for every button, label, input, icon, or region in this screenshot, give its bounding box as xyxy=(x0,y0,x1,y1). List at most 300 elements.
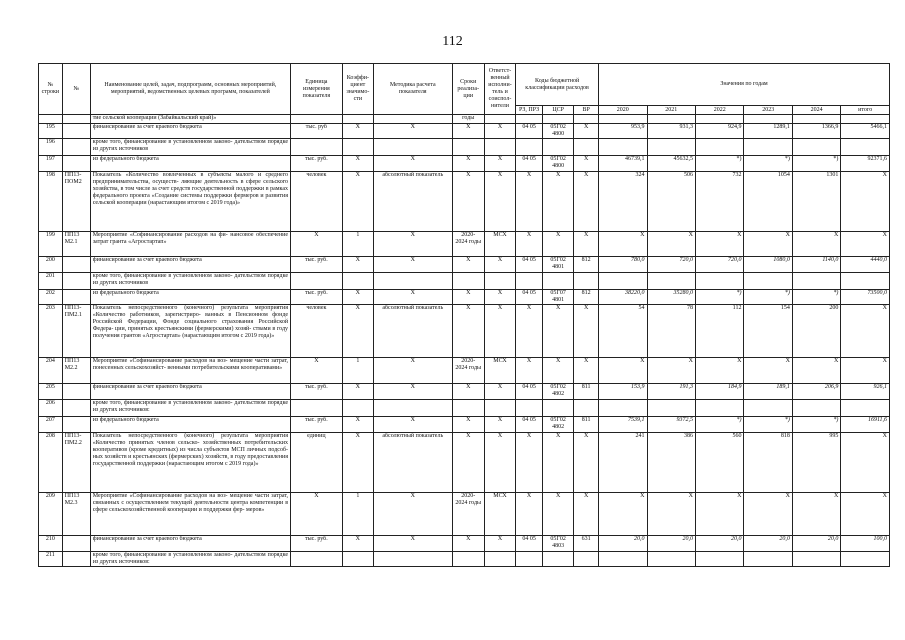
cell-vr: 811 xyxy=(574,417,599,433)
cell-name: финансирование за счет краевого бюджета xyxy=(90,124,290,139)
cell-year-2023 xyxy=(744,552,792,567)
cell-year-2022: 732 xyxy=(695,172,743,232)
cell-vr: 811 xyxy=(574,384,599,400)
cell-csr: X xyxy=(543,493,574,536)
cell-total: X xyxy=(841,305,890,358)
continuation-row xyxy=(39,115,890,124)
cell-year-2022: 924,9 xyxy=(695,124,743,139)
cell-year-2022: 112 xyxy=(695,305,743,358)
cell-year-2024: *) xyxy=(792,290,840,305)
table-row xyxy=(39,493,890,536)
cell-num: ПП13- ПОМ2 xyxy=(62,172,90,232)
cell-year-2020: 780,0 xyxy=(599,257,647,273)
cell-no: 198 xyxy=(39,172,63,232)
cell-rz: X xyxy=(516,172,543,232)
cell-year-2022: X xyxy=(695,493,743,536)
cell-coef xyxy=(342,400,373,417)
cell-method: X xyxy=(373,493,452,536)
cell-unit: тыс. руб xyxy=(291,124,343,139)
cell-year-2022: *) xyxy=(695,156,743,172)
cell-total xyxy=(841,400,890,417)
cell-total xyxy=(841,552,890,567)
cell-no: 210 xyxy=(39,536,63,552)
cell-total: 5466,1 xyxy=(841,124,890,139)
header-num: № xyxy=(62,64,90,115)
cell-coef xyxy=(342,552,373,567)
cell-vr xyxy=(574,552,599,567)
cell-num xyxy=(62,139,90,156)
cell-vr: X xyxy=(574,172,599,232)
cell-vr: X xyxy=(574,232,599,257)
cell-num xyxy=(62,384,90,400)
table-row xyxy=(39,552,890,567)
cell-num xyxy=(62,156,90,172)
cell-csr: 05Г02 4800 xyxy=(543,124,574,139)
cell-rz xyxy=(516,552,543,567)
header-budget-codes: Коды бюджетной классификации расходов xyxy=(516,64,599,106)
cell-total xyxy=(841,139,890,156)
cell-year-2021: X xyxy=(647,358,695,384)
cell-num: ПП13 М2.3 xyxy=(62,493,90,536)
cell-rz: X xyxy=(516,305,543,358)
cell-total: 926,1 xyxy=(841,384,890,400)
cell-vr: X xyxy=(574,493,599,536)
cell-term xyxy=(452,552,484,567)
cell-csr: X xyxy=(543,358,574,384)
cell-csr: X xyxy=(543,232,574,257)
cell-year-2021 xyxy=(647,552,695,567)
cell-name: из федерального бюджета xyxy=(90,156,290,172)
cell-method xyxy=(373,273,452,290)
cell-rz: 04 05 xyxy=(516,290,543,305)
cell-csr: 05Г02 4803 xyxy=(543,536,574,552)
header-rz: РЗ, ПРЗ xyxy=(516,106,543,115)
cell-unit: тыс. руб. xyxy=(291,156,343,172)
cell-num xyxy=(62,400,90,417)
cell-year-2022: 720,0 xyxy=(695,257,743,273)
cell-resp: X xyxy=(484,384,515,400)
cell-year-2022: *) xyxy=(695,290,743,305)
cell-year-2021: 191,3 xyxy=(647,384,695,400)
cell-no: 206 xyxy=(39,400,63,417)
cell-term: X xyxy=(452,433,484,493)
table-row xyxy=(39,139,890,156)
cell-year-2021: 35280,0 xyxy=(647,290,695,305)
cell-resp: X xyxy=(484,124,515,139)
cell-year-2020 xyxy=(599,139,647,156)
cell-no: 208 xyxy=(39,433,63,493)
cell-method: X xyxy=(373,358,452,384)
cell-year-2023: X xyxy=(744,493,792,536)
table-row xyxy=(39,433,890,493)
cell-total: 100,0 xyxy=(841,536,890,552)
cell-name: Мероприятие «Софинансирование расходов на фи- нансовое обеспечение затрат гранта «Агростартап» xyxy=(90,232,290,257)
cell-year-2020: 46739,1 xyxy=(599,156,647,172)
header-resp: Ответст- венный исполни- тель и соиспол- нители xyxy=(484,64,515,115)
cell-rz: 04 05 xyxy=(516,536,543,552)
cell-csr xyxy=(543,273,574,290)
cell-method: абсолютный показатель xyxy=(373,433,452,493)
cell-year-2020: X xyxy=(599,232,647,257)
header-name: Наименование целей, задач, подпрограмм, основных мероприятий, мероприятий, ведомственных целевых программ, показателей xyxy=(90,64,290,115)
cell-vr xyxy=(574,139,599,156)
cell-no: 199 xyxy=(39,232,63,257)
cell-rz: 04 05 xyxy=(516,417,543,433)
table-row xyxy=(39,172,890,232)
cell-vr: 812 xyxy=(574,257,599,273)
cell-year-2021 xyxy=(647,139,695,156)
cell-resp: X xyxy=(484,156,515,172)
cell-csr: 05Г02 4800 xyxy=(543,156,574,172)
cell-year-2024: 206,9 xyxy=(792,384,840,400)
cell-name: кроме того, финансирование в установленном законо- дательством порядке из других источников: xyxy=(90,400,290,417)
page-number: 112 xyxy=(442,34,463,49)
header-2024: 2024 xyxy=(792,106,840,115)
cell-term: X xyxy=(452,172,484,232)
table-row xyxy=(39,156,890,172)
cell-resp: X xyxy=(484,433,515,493)
cell-name: финансирование за счет краевого бюджета xyxy=(90,536,290,552)
cell-year-2021: X xyxy=(647,493,695,536)
cell-year-2023 xyxy=(744,400,792,417)
cell-year-2020: 20,0 xyxy=(599,536,647,552)
cell-name: кроме того, финансирование в установленном законо- дательством порядке из других источников xyxy=(90,139,290,156)
header-csr: ЦСР xyxy=(543,106,574,115)
cell-csr xyxy=(543,400,574,417)
cell-unit: X xyxy=(291,232,343,257)
cell-unit: X xyxy=(291,358,343,384)
cell-name: Показатель непосредственного (конечного) результата мероприятия «Количество принятых членов сельско- хозяйственных потребительских кооперативов (кроме кредитных) из числа субъектов МСП личных подсоб- ных хозяйств и крестьянских (фермерских) хозяйств, в году предоставления государственной поддержки (нарастающим итогом с 2019 года)» xyxy=(90,433,290,493)
cell-year-2022: 560 xyxy=(695,433,743,493)
table-row xyxy=(39,358,890,384)
cell-year-2021: 45632,5 xyxy=(647,156,695,172)
cell-year-2021: 78 xyxy=(647,305,695,358)
cell-year-2024: X xyxy=(792,493,840,536)
cell-coef: 1 xyxy=(342,358,373,384)
cell-num xyxy=(62,257,90,273)
table-row xyxy=(39,273,890,290)
cell-method: абсолютный показатель xyxy=(373,305,452,358)
cell-year-2021: 386 xyxy=(647,433,695,493)
cell-no: 211 xyxy=(39,552,63,567)
header-values-by-year: Значения по годам xyxy=(599,64,890,106)
cell-year-2021: 9372,5 xyxy=(647,417,695,433)
cell-coef xyxy=(342,273,373,290)
cell-no: 197 xyxy=(39,156,63,172)
cell-term: X xyxy=(452,305,484,358)
cell-resp: X xyxy=(484,290,515,305)
cell-term: X xyxy=(452,290,484,305)
cell-term: 2020- 2024 годы xyxy=(452,232,484,257)
cell-year-2020: 241 xyxy=(599,433,647,493)
table-row xyxy=(39,305,890,358)
cell-num: ПП13 М2.1 xyxy=(62,232,90,257)
cell-year-2020: 38220,0 xyxy=(599,290,647,305)
cell-unit: тыс. руб. xyxy=(291,384,343,400)
cell-year-2020 xyxy=(599,400,647,417)
cell-year-2020: 324 xyxy=(599,172,647,232)
cell-year-2024 xyxy=(792,552,840,567)
cell-unit xyxy=(291,552,343,567)
cell-unit: тыс. руб. xyxy=(291,290,343,305)
cell-year-2020: 7539,1 xyxy=(599,417,647,433)
cell-coef: X xyxy=(342,536,373,552)
cell-csr: X xyxy=(543,172,574,232)
cell-no: 201 xyxy=(39,273,63,290)
table-row xyxy=(39,400,890,417)
cell-unit xyxy=(291,273,343,290)
cell-resp: X xyxy=(484,417,515,433)
cell-year-2023 xyxy=(744,139,792,156)
cell-num xyxy=(62,273,90,290)
cell-coef: X xyxy=(342,290,373,305)
cell-year-2021: 931,3 xyxy=(647,124,695,139)
cell-resp xyxy=(484,273,515,290)
table-row xyxy=(39,232,890,257)
continuation-term: годы xyxy=(452,115,484,124)
cell-num xyxy=(62,552,90,567)
cell-term: X xyxy=(452,536,484,552)
cell-resp: X xyxy=(484,305,515,358)
cell-year-2024 xyxy=(792,400,840,417)
cell-coef: 1 xyxy=(342,493,373,536)
cell-vr xyxy=(574,400,599,417)
header-term: Сроки реализа- ции xyxy=(452,64,484,115)
cell-term: X xyxy=(452,257,484,273)
cell-name: Показатель непосредственного (конечного) результата мероприятия «Количество работников, зарегистриро- ванных в Пенсионном фонде Российской Федерации, Фонде социального страхования Российской Федера- ции, принятых крестьянскими (фермерскими) хозяй- ствами в году получения грантов «Агростартап» (нарастающим итогом с 2019 года)» xyxy=(90,305,290,358)
cell-vr: X xyxy=(574,433,599,493)
cell-total: 16911,6 xyxy=(841,417,890,433)
cell-coef: X xyxy=(342,156,373,172)
cell-name: кроме того, финансирование в установленном законо- дательством порядке из других источников: xyxy=(90,552,290,567)
cell-year-2023 xyxy=(744,273,792,290)
cell-year-2021 xyxy=(647,273,695,290)
cell-coef: X xyxy=(342,417,373,433)
cell-year-2023: X xyxy=(744,232,792,257)
cell-total: X xyxy=(841,493,890,536)
cell-year-2023: *) xyxy=(744,417,792,433)
table-row xyxy=(39,536,890,552)
cell-year-2022 xyxy=(695,139,743,156)
cell-method: X xyxy=(373,417,452,433)
cell-vr xyxy=(574,273,599,290)
cell-num: ПП13- ПМ2.2 xyxy=(62,433,90,493)
header-coef: Коэффи- циент значимо- сти xyxy=(342,64,373,115)
cell-method: X xyxy=(373,536,452,552)
cell-year-2021 xyxy=(647,400,695,417)
cell-vr: X xyxy=(574,358,599,384)
cell-year-2023: 154 xyxy=(744,305,792,358)
cell-vr: X xyxy=(574,305,599,358)
cell-resp: X xyxy=(484,257,515,273)
cell-unit xyxy=(291,139,343,156)
header-2023: 2023 xyxy=(744,106,792,115)
cell-resp: МСХ xyxy=(484,358,515,384)
cell-method: X xyxy=(373,290,452,305)
cell-term: X xyxy=(452,417,484,433)
cell-csr xyxy=(543,139,574,156)
cell-coef xyxy=(342,139,373,156)
cell-term: 2020- 2024 годы xyxy=(452,493,484,536)
cell-year-2024: X xyxy=(792,232,840,257)
cell-year-2024 xyxy=(792,273,840,290)
cell-year-2024: 20,0 xyxy=(792,536,840,552)
cell-unit: единиц xyxy=(291,433,343,493)
cell-resp xyxy=(484,400,515,417)
cell-no: 209 xyxy=(39,493,63,536)
cell-coef: X xyxy=(342,257,373,273)
cell-year-2024: X xyxy=(792,358,840,384)
cell-method: X xyxy=(373,156,452,172)
cell-unit: тыс. руб. xyxy=(291,257,343,273)
cell-unit: человек xyxy=(291,305,343,358)
cell-method xyxy=(373,139,452,156)
header-2022: 2022 xyxy=(695,106,743,115)
cell-total: X xyxy=(841,232,890,257)
cell-unit: тыс. руб. xyxy=(291,417,343,433)
cell-total: 92371,6 xyxy=(841,156,890,172)
cell-no: 207 xyxy=(39,417,63,433)
cell-year-2020: 54 xyxy=(599,305,647,358)
cell-year-2024: 1366,9 xyxy=(792,124,840,139)
header-method: Методика расчета показателя xyxy=(373,64,452,115)
cell-term: X xyxy=(452,384,484,400)
cell-method: X xyxy=(373,257,452,273)
cell-resp xyxy=(484,139,515,156)
cell-year-2020: X xyxy=(599,358,647,384)
cell-csr: 05Г02 4802 xyxy=(543,384,574,400)
cell-no: 200 xyxy=(39,257,63,273)
cell-unit: тыс. руб. xyxy=(291,536,343,552)
cell-year-2024: 200 xyxy=(792,305,840,358)
cell-coef: X xyxy=(342,433,373,493)
cell-resp xyxy=(484,552,515,567)
cell-year-2023: 189,1 xyxy=(744,384,792,400)
cell-year-2021: X xyxy=(647,232,695,257)
cell-year-2021: 720,0 xyxy=(647,257,695,273)
cell-year-2022 xyxy=(695,273,743,290)
cell-rz: 04 05 xyxy=(516,384,543,400)
cell-year-2023: X xyxy=(744,358,792,384)
cell-coef: X xyxy=(342,384,373,400)
cell-method xyxy=(373,552,452,567)
cell-year-2020: X xyxy=(599,493,647,536)
cell-year-2020 xyxy=(599,552,647,567)
cell-method xyxy=(373,400,452,417)
table-row xyxy=(39,290,890,305)
cell-num: ПП13 М2.2 xyxy=(62,358,90,384)
cell-csr: 05Г02 4802 xyxy=(543,417,574,433)
cell-vr: X xyxy=(574,124,599,139)
cell-year-2022: X xyxy=(695,232,743,257)
cell-name: финансирование за счет краевого бюджета xyxy=(90,257,290,273)
cell-name: Мероприятие «Софинансирование расходов на воз- мещение части затрат, понесенных сельскохозяйст- венными потребительскими кооперативами» xyxy=(90,358,290,384)
cell-method: X xyxy=(373,384,452,400)
table-row xyxy=(39,417,890,433)
cell-year-2024: 1140,0 xyxy=(792,257,840,273)
cell-no: 204 xyxy=(39,358,63,384)
cell-total: 4440,0 xyxy=(841,257,890,273)
cell-resp: МСХ xyxy=(484,493,515,536)
table-row xyxy=(39,384,890,400)
cell-year-2023: 20,0 xyxy=(744,536,792,552)
cell-year-2024: *) xyxy=(792,156,840,172)
header-2021: 2021 xyxy=(647,106,695,115)
cell-year-2020: 953,9 xyxy=(599,124,647,139)
cell-name: Показатель «Количество вовлеченных в субъекты малого и среднего предпринимательства, осуществ- ляющие деятельность в сфере сельского хозяйства, в том числе за счет средств государственной поддержки в рамках федерального проекта «Создание системы поддержки фермеров и развития сельской кооперации (нарастающим итогом с 2019 года)» xyxy=(90,172,290,232)
cell-resp: X xyxy=(484,536,515,552)
cell-name: кроме того, финансирование в установленном законо- дательством порядке из других источников xyxy=(90,273,290,290)
cell-total: X xyxy=(841,172,890,232)
cell-total: X xyxy=(841,433,890,493)
cell-term: X xyxy=(452,156,484,172)
cell-year-2024: 1301 xyxy=(792,172,840,232)
cell-vr: X xyxy=(574,156,599,172)
cell-name: из федерального бюджета xyxy=(90,290,290,305)
cell-year-2022 xyxy=(695,552,743,567)
cell-resp: МСХ xyxy=(484,232,515,257)
cell-year-2023: 1080,0 xyxy=(744,257,792,273)
cell-rz xyxy=(516,273,543,290)
cell-unit: X xyxy=(291,493,343,536)
cell-coef: 1 xyxy=(342,232,373,257)
continuation-name: тие сельской кооперации (Забайкальский край)» xyxy=(90,115,290,124)
cell-no: 196 xyxy=(39,139,63,156)
program-table xyxy=(38,63,890,567)
cell-year-2022 xyxy=(695,400,743,417)
header-vr: ВР xyxy=(574,106,599,115)
cell-name: из федерального бюджета xyxy=(90,417,290,433)
cell-year-2024 xyxy=(792,139,840,156)
cell-year-2023: *) xyxy=(744,290,792,305)
cell-term xyxy=(452,273,484,290)
cell-rz: X xyxy=(516,493,543,536)
cell-unit xyxy=(291,400,343,417)
cell-resp: X xyxy=(484,172,515,232)
cell-rz xyxy=(516,139,543,156)
cell-no: 205 xyxy=(39,384,63,400)
cell-year-2024: *) xyxy=(792,417,840,433)
cell-rz xyxy=(516,400,543,417)
cell-method: абсолютный показатель xyxy=(373,172,452,232)
cell-term: X xyxy=(452,124,484,139)
cell-year-2021: 506 xyxy=(647,172,695,232)
header-unit: Единица измерения показателя xyxy=(291,64,343,115)
cell-year-2023: 818 xyxy=(744,433,792,493)
cell-rz: 04 05 xyxy=(516,156,543,172)
cell-year-2020: 153,9 xyxy=(599,384,647,400)
cell-vr: 631 xyxy=(574,536,599,552)
cell-no: 202 xyxy=(39,290,63,305)
table-row xyxy=(39,124,890,139)
cell-year-2020 xyxy=(599,273,647,290)
cell-csr: 05Г02 4801 xyxy=(543,257,574,273)
header-total: итого xyxy=(841,106,890,115)
cell-vr: 812 xyxy=(574,290,599,305)
header-2020: 2020 xyxy=(599,106,647,115)
cell-year-2024: 995 xyxy=(792,433,840,493)
cell-total: X xyxy=(841,358,890,384)
cell-year-2022: 184,9 xyxy=(695,384,743,400)
table-row xyxy=(39,257,890,273)
cell-year-2022: X xyxy=(695,358,743,384)
cell-rz: X xyxy=(516,358,543,384)
cell-csr: 05Г07 4801 xyxy=(543,290,574,305)
cell-total: 73500,0 xyxy=(841,290,890,305)
cell-rz: X xyxy=(516,232,543,257)
cell-num: ПП13- ПМ2.1 xyxy=(62,305,90,358)
cell-name: финансирование за счет краевого бюджета xyxy=(90,384,290,400)
